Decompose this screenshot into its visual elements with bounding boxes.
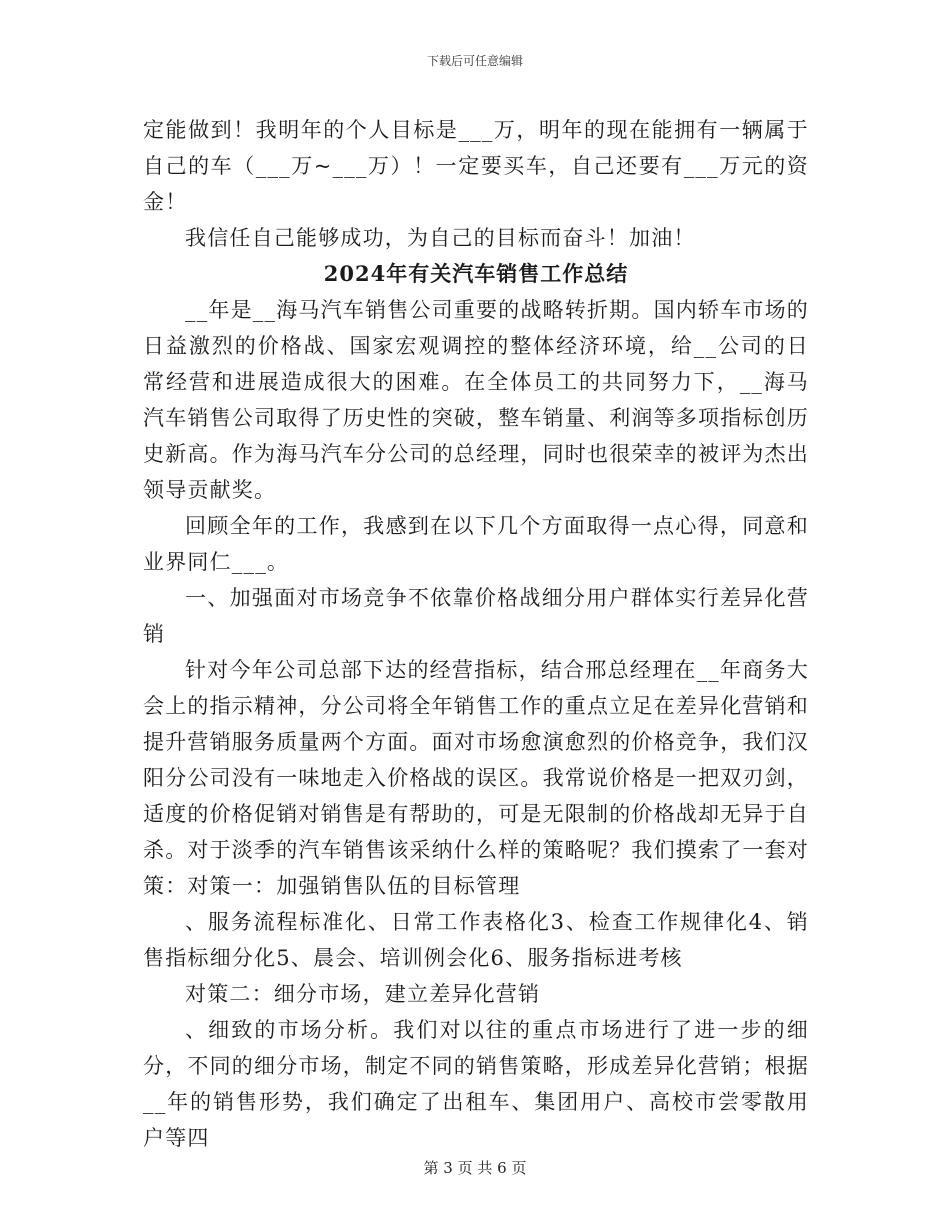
paragraph-strategy: 针对今年公司总部下达的经营指标，结合邢总经理在__年商务大会上的指示精神，分公司将全年销售工作的重点立足在差异化营销和提升营销服务质量两个方面。面对市场愈演愈烈的价格竞争，我们汉阳分公司没有一味地走入价格战的误区。我常说价格是一把双刃剑，适度的价格促销对销售是有帮助的，可是无限制的价格战却无异于自杀。对于淡季的汽车销售该采纳什么样的策略呢？我们摸索了一套对策：对策一：加强销售队伍的目标管理 — [143, 658, 809, 898]
page-header: 下载后可任意编辑 — [426, 54, 523, 68]
paragraph-market-analysis: 、细致的市场分析。我们对以往的重点市场进行了进一步的细分，不同的细分市场，制定不同的销售策略，形成差异化营销；根据__年的销售形势，我们确定了出租车、集团用户、高校市尝零散用户等四 — [143, 1018, 809, 1150]
page-footer: 第 3 页 共 6 页 — [423, 1159, 527, 1177]
paragraph-review: 回顾全年的工作，我感到在以下几个方面取得一点心得，同意和业界同仁___。 — [143, 514, 809, 574]
paragraph-measures: 、服务流程标准化、日常工作表格化3、检查工作规律化4、销售指标细分化5、晨会、培训例会化6、服务指标进考核 — [143, 910, 809, 970]
paragraph-strategy-two: 对策二：细分市场，建立差异化营销 — [185, 982, 541, 1006]
paragraph-belief: 我信任自己能够成功，为自己的目标而奋斗！加油！ — [185, 226, 696, 250]
paragraph-intro: __年是__海马汽车销售公司重要的战略转折期。国内轿车市场的日益激烈的价格战、国家宏观调控的整体经济环境，给__公司的日常经营和进展造成很大的困难。在全体员工的共同努力下，__海马汽车销售公司取得了历史性的突破，整车销量、利润等多项指标创历史新高。作为海马汽车分公司的总经理，同时也很荣幸的被评为杰出领导贡献奖。 — [143, 298, 809, 502]
paragraph-goal: 定能做到！我明年的个人目标是___万，明年的现在能拥有一辆属于自己的车（___万~___万）！一定要买车，自己还要有___万元的资金！ — [143, 118, 809, 214]
section-heading-one: 一、加强面对市场竞争不依靠价格战细分用户群体实行差异化营销 — [143, 586, 809, 646]
document-title: 2024年有关汽车销售工作总结 — [323, 261, 629, 286]
document-body — [143, 112, 809, 1156]
